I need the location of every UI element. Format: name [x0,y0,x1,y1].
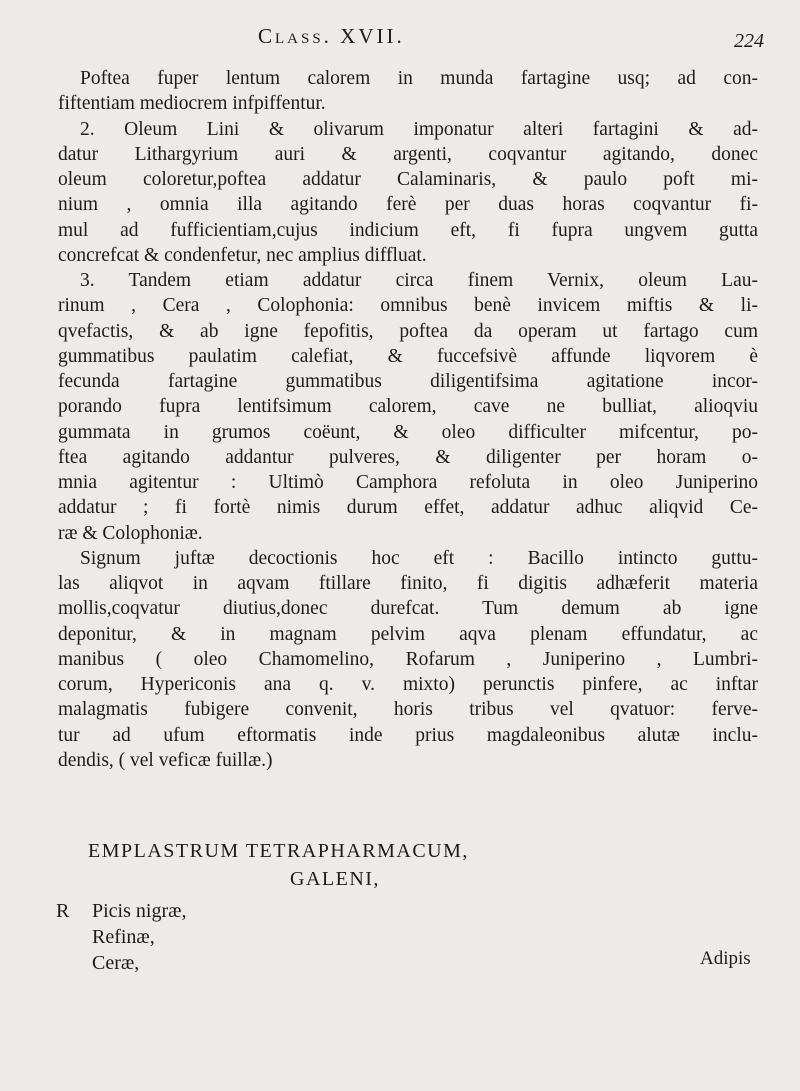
recipe-title: EMPLASTRUM TETRAPHARMACUM, [88,840,469,862]
text-line: dendis, ( vel veficæ fuillæ.) [58,749,273,771]
text-line: Poftea fuper lentum calorem in munda fartagine usq; ad con- [80,68,758,89]
ingredient: Ceræ, [92,952,140,974]
ingredient: Picis nigræ, [92,900,187,922]
text-line: fecunda fartagine gummatibus diligentifsima agitatione incor- [58,371,758,392]
text-line: fiftentiam mediocrem infpiffentur. [58,93,326,115]
text-line: malagmatis fubigere convenit, horis tribus vel qvatuor: ferve- [58,699,758,721]
text-line: qvefactis, & ab igne fepofitis, poftea da operam ut fartago cum [58,320,758,342]
catchword: Adipis [700,948,751,969]
text-line: tur ad ufum eftormatis inde prius magdaleonibus alutæ inclu- [58,724,758,746]
text-line: ræ & Colophoniæ. [58,522,203,544]
text-line: Signum juftæ decoctionis hoc eft : Bacillo intincto guttu- [80,547,758,569]
running-head: Class. XVII. [258,24,405,48]
text-line: las aliqvot in aqvam ftillare finito, fi digitis adhæferit materia [58,573,758,594]
body-text [58,66,758,773]
page-number: 224 [734,30,764,52]
text-line: addatur ; fi fortè nimis durum effet, addatur adhuc aliqvid Ce- [58,497,758,519]
text-line: ftea agitando addantur pulveres, & diligenter per horam o- [58,446,758,468]
text-line: datur Lithargyrium auri & argenti, coqvantur agitando, donec [58,143,758,165]
text-line: porando fupra lentifsimum calorem, cave ne bulliat, alioqviu [58,396,758,418]
text-line: rinum , Cera , Colophonia: omnibus benè invicem miftis & li- [58,295,758,317]
text-line: 2. Oleum Lini & olivarum imponatur alteri fartagini & ad- [80,118,758,140]
text-line: concrefcat & condenfetur, nec amplius diffluat. [58,244,427,266]
text-line: mollis,coqvatur diutius,donec durefcat. Tum demum ab igne [58,598,758,620]
ingredient: Refinæ, [92,926,155,948]
text-line: mnia agitentur : Ultimò Camphora refoluta in oleo Juniperino [58,472,758,493]
recipe-subtitle: GALENI, [290,868,380,890]
text-line: gummata in grumos coëunt, & oleo difficulter mifcentur, po- [58,421,758,443]
page-header [0,12,800,52]
text-line: corum, Hypericonis ana q. v. mixto) perunctis pinfere, ac inftar [58,674,758,695]
text-line: oleum coloretur,poftea addatur Calaminaris, & paulo poft mi- [58,169,758,190]
recipe-symbol: R [56,900,70,922]
text-line: nium , omnia illa agitando ferè per duas horas coqvantur fi- [58,194,758,216]
text-line: gummatibus paulatim calefiat, & fuccefsivè affunde liqvorem è [58,345,758,367]
text-line: deponitur, & in magnam pelvim aqva plenam effundatur, ac [58,623,758,645]
recipe-item [56,950,186,976]
text-line: manibus ( oleo Chamomelino, Rofarum , Juniperino , Lumbri- [58,648,758,670]
recipe-item [56,898,186,924]
recipe-list [56,898,186,976]
text-line: 3. Tandem etiam addatur circa finem Vernix, oleum Lau- [80,270,758,291]
recipe-item [56,924,186,950]
text-line: mul ad fufficientiam,cujus indicium eft, fi fupra ungvem gutta [58,219,758,241]
